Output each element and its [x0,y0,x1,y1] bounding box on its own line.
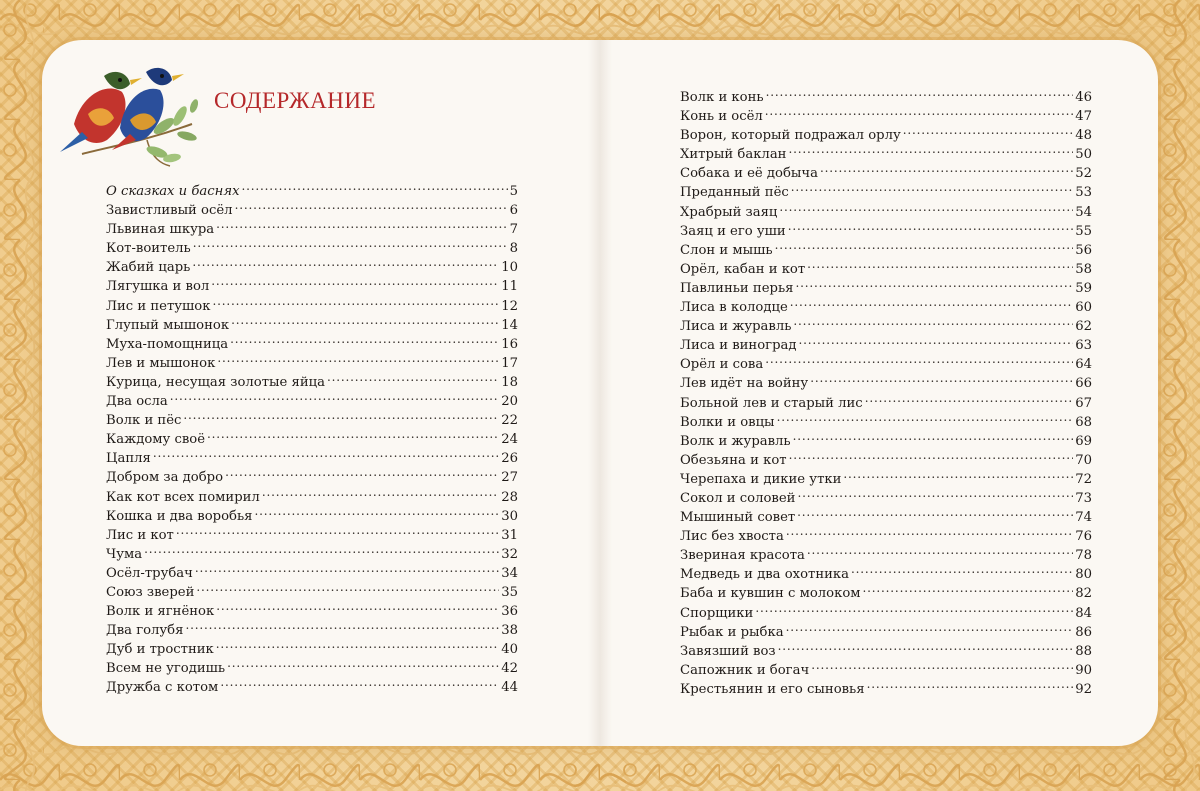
toc-entry-page-number: 86 [1075,624,1092,640]
toc-dot-leader [797,490,1073,502]
toc-entry[interactable] [680,662,1092,681]
toc-entry-page-number: 63 [1075,338,1092,354]
toc-entry[interactable] [106,546,518,565]
toc-entry-title: Цапля [106,451,151,467]
toc-dot-leader [811,662,1073,674]
toc-entry-page-number: 32 [501,546,518,562]
toc-entry-page-number: 35 [501,584,518,600]
toc-entry-page-number: 26 [501,451,518,467]
toc-entry-page-number: 84 [1075,605,1092,621]
toc-entry[interactable] [680,242,1092,261]
toc-entry-page-number: 53 [1075,185,1092,201]
toc-entry-page-number: 10 [501,260,518,276]
toc-entry-title: Орёл и сова [680,357,764,373]
toc-entry-page-number: 48 [1075,128,1092,144]
toc-entry[interactable] [106,603,518,622]
toc-entry-title: Конь и осёл [680,109,763,125]
toc-entry-page-number: 31 [501,527,518,543]
toc-entry-page-number: 40 [501,642,518,658]
toc-entry-title: Черепаха и дикие утки [680,471,842,487]
toc-entry-title: Спорщики [680,605,754,621]
toc-dot-leader [153,450,499,462]
toc-entry[interactable] [680,509,1092,528]
toc-entry-page-number: 78 [1075,548,1092,564]
toc-entry-title: Крестьянин и его сыновья [680,681,865,697]
toc-entry[interactable] [106,431,518,450]
toc-entry[interactable] [106,508,518,527]
toc-dot-leader [797,509,1073,521]
toc-entry[interactable] [106,298,518,317]
toc-entry-page-number: 69 [1075,433,1092,449]
toc-entry-page-number: 58 [1075,261,1092,277]
toc-entry[interactable] [106,393,518,412]
toc-entry[interactable] [680,337,1092,356]
toc-entry-title: Слон и мышь [680,242,773,258]
toc-entry-page-number: 50 [1075,147,1092,163]
toc-entry-title: Завязший воз [680,643,776,659]
toc-entry[interactable] [680,108,1092,127]
toc-entry[interactable] [680,204,1092,223]
toc-entry-page-number: 34 [501,565,518,581]
toc-entry[interactable] [680,605,1092,624]
toc-dot-leader [765,356,1073,368]
toc-dot-leader [903,127,1073,139]
toc-entry[interactable] [680,223,1092,242]
toc-entry[interactable] [680,280,1092,299]
toc-dot-leader [778,643,1074,655]
toc-entry[interactable] [680,471,1092,490]
toc-entry-title: Баба и кувшин с молоком [680,586,861,602]
toc-entry-title: Жабий царь [106,260,191,276]
toc-entry-title: Курица, несущая золотые яйца [106,374,325,390]
toc-entry-title: Волк и журавль [680,433,791,449]
toc-entry-page-number: 22 [501,413,518,429]
toc-entry[interactable] [680,585,1092,604]
toc-entry-title: Волки и овцы [680,414,775,430]
toc-dot-leader [225,469,499,481]
toc-entry-page-number: 70 [1075,452,1092,468]
toc-entry[interactable] [106,336,518,355]
toc-entry-title: Два осла [106,394,168,410]
toc-dot-leader [766,89,1074,101]
toc-entry-page-number: 30 [501,508,518,524]
toc-entry-title: Хитрый баклан [680,147,787,163]
toc-entry-title: Кошка и два воробья [106,508,253,524]
toc-entry-title: Каждому своё [106,432,206,448]
toc-entry[interactable] [106,278,518,297]
toc-entry-page-number: 14 [501,317,518,333]
toc-entry[interactable] [680,165,1092,184]
toc-entry-title: Глупый мышонок [106,317,230,333]
toc-entry-page-number: 28 [501,489,518,505]
toc-entry-page-number: 8 [509,241,518,257]
toc-entry[interactable] [106,584,518,603]
toc-entry-title: Павлиньи перья [680,280,794,296]
toc-entry[interactable] [106,221,518,240]
toc-dot-leader [193,240,508,252]
toc-entry-title: Кот-воитель [106,241,191,257]
toc-entry[interactable] [680,566,1092,585]
toc-entry-title: Медведь и два охотника [680,567,850,583]
toc-entry-page-number: 66 [1075,376,1092,392]
toc-dot-leader [185,622,499,634]
toc-entry-page-number: 46 [1075,90,1092,105]
toc-dot-leader [775,242,1074,254]
toc-entry[interactable] [680,624,1092,643]
toc-entry[interactable] [106,622,518,641]
toc-dot-leader [867,681,1074,693]
toc-dot-leader [220,679,499,691]
toc-entry[interactable] [106,450,518,469]
toc-entry[interactable] [106,469,518,488]
toc-entry[interactable] [680,146,1092,165]
toc-entry-title: Муха-помощница [106,336,229,352]
toc-entry-title: Волк и конь [680,90,764,105]
toc-entry-page-number: 42 [501,661,518,677]
toc-entry-title: Собака и её добыча [680,166,818,182]
toc-entry-page-number: 80 [1075,567,1092,583]
toc-dot-leader [230,336,499,348]
toc-dot-leader [170,393,499,405]
toc-entry[interactable] [106,660,518,679]
toc-entry-title: Лиса в колодце [680,300,788,316]
toc-dot-leader [216,641,499,653]
toc-entry-title: Дружба с котом [106,680,219,696]
toc-entry[interactable] [106,527,518,546]
toc-entry-page-number: 74 [1075,510,1092,526]
toc-entry-title: Заяц и его уши [680,223,786,239]
toc-entry-title: Лев идёт на войну [680,376,809,392]
toc-entry-title: Ворон, который подражал орлу [680,128,901,144]
toc-entry[interactable] [680,89,1092,108]
toc-dot-leader [192,259,499,271]
toc-dot-leader [227,660,499,672]
toc-entry-title: Волк и пёс [106,413,182,429]
toc-entry-title: Союз зверей [106,584,195,600]
toc-entry[interactable] [106,317,518,336]
toc-dot-leader [843,471,1073,483]
toc-dot-leader [807,261,1073,273]
toc-entry-page-number: 11 [501,279,518,295]
toc-dot-leader [216,603,499,615]
toc-entry-page-number: 72 [1075,471,1092,487]
toc-dot-leader [777,414,1074,426]
toc-dot-leader [195,565,499,577]
toc-entry-page-number: 7 [509,222,518,238]
toc-right-column [680,89,1092,700]
toc-entry[interactable] [680,452,1092,471]
toc-entry[interactable] [106,679,518,698]
toc-dot-leader [788,146,1073,158]
toc-dot-leader [216,221,507,233]
toc-entry[interactable] [106,355,518,374]
page-title: содержание [214,80,377,116]
toc-entry[interactable] [106,565,518,584]
toc-entry-page-number: 12 [501,298,518,314]
toc-entry-title: Сокол и соловей [680,490,796,506]
toc-entry-page-number: 5 [509,184,518,199]
toc-entry-page-number: 60 [1075,300,1092,316]
toc-entry[interactable] [680,127,1092,146]
toc-entry-page-number: 38 [501,623,518,639]
toc-entry[interactable] [680,356,1092,375]
toc-entry-title: Волк и ягнёнок [106,604,215,620]
toc-dot-leader [793,433,1074,445]
toc-dot-leader [212,298,499,310]
toc-entry-page-number: 17 [501,355,518,371]
toc-dot-leader [183,412,499,424]
toc-entry-page-number: 73 [1075,490,1092,506]
toc-entry-title: Лис и петушок [106,298,211,314]
toc-entry[interactable] [680,490,1092,509]
toc-entry-title: Два голубя [106,623,184,639]
toc-dot-leader [786,528,1073,540]
toc-entry-title: Рыбак и рыбка [680,624,784,640]
toc-entry-page-number: 18 [501,374,518,390]
toc-entry-title: О сказках и баснях [106,184,240,199]
toc-entry[interactable] [680,299,1092,318]
toc-dot-leader [807,547,1073,559]
toc-dot-leader [755,605,1073,617]
toc-dot-leader [791,184,1073,196]
toc-entry-page-number: 27 [501,470,518,486]
toc-entry-title: Преданный пёс [680,185,789,201]
toc-entry-title: Лиса и виноград [680,338,797,354]
toc-entry[interactable] [106,412,518,431]
toc-entry-page-number: 54 [1075,204,1092,220]
toc-dot-leader [262,489,499,501]
toc-entry[interactable] [680,395,1092,414]
toc-entry-title: Больной лев и старый лис [680,395,863,411]
toc-entry[interactable] [680,261,1092,280]
toc-entry-title: Лис и кот [106,527,174,543]
toc-entry-page-number: 76 [1075,529,1092,545]
toc-left-column [106,183,518,699]
toc-entry[interactable] [106,240,518,259]
toc-entry[interactable] [680,681,1092,700]
toc-entry-page-number: 88 [1075,643,1092,659]
toc-dot-leader [851,566,1073,578]
toc-entry[interactable] [680,547,1092,566]
toc-entry-title: Лиса и журавль [680,319,792,335]
toc-entry-title: Добром за добро [106,470,224,486]
toc-entry-page-number: 68 [1075,414,1092,430]
toc-entry-page-number: 92 [1075,681,1092,697]
toc-dot-leader [799,337,1074,349]
toc-entry-title: Храбрый заяц [680,204,778,220]
toc-entry-page-number: 52 [1075,166,1092,182]
toc-dot-leader [793,318,1073,330]
toc-entry-page-number: 20 [501,394,518,410]
toc-entry[interactable] [106,183,518,202]
toc-dot-leader [144,546,499,558]
toc-dot-leader [820,165,1073,177]
toc-dot-leader [254,508,499,520]
toc-dot-leader [235,202,508,214]
toc-entry-page-number: 47 [1075,109,1092,125]
toc-dot-leader [779,204,1073,216]
toc-entry[interactable] [680,375,1092,394]
two-birds-on-branch-icon [52,54,202,172]
toc-dot-leader [790,299,1073,311]
toc-entry-page-number: 56 [1075,242,1092,258]
toc-entry-title: Чума [106,546,143,562]
toc-dot-leader [207,431,499,443]
toc-entry[interactable] [680,643,1092,662]
toc-entry-title: Львиная шкура [106,222,215,238]
toc-dot-leader [795,280,1073,292]
toc-dot-leader [810,375,1073,387]
toc-dot-leader [242,183,508,195]
toc-dot-leader [865,395,1074,407]
toc-entry-title: Всем не угодишь [106,661,226,677]
toc-entry[interactable] [106,489,518,508]
toc-dot-leader [217,355,499,367]
toc-entry-title: Как кот всех помирил [106,489,260,505]
toc-entry[interactable] [106,641,518,660]
toc-entry[interactable] [680,318,1092,337]
toc-entry-title: Лев и мышонок [106,355,216,371]
toc-entry-title: Завистливый осёл [106,203,233,219]
toc-entry-page-number: 6 [509,203,518,219]
book-gutter [588,40,612,746]
toc-entry-title: Осёл-трубач [106,565,193,581]
toc-entry[interactable] [680,414,1092,433]
toc-entry-page-number: 44 [501,680,518,696]
toc-entry-page-number: 82 [1075,586,1092,602]
toc-dot-leader [863,585,1074,597]
toc-dot-leader [789,452,1074,464]
toc-entry-title: Звериная красота [680,548,805,564]
toc-entry-page-number: 64 [1075,357,1092,373]
toc-dot-leader [765,108,1073,120]
toc-dot-leader [786,624,1074,636]
toc-entry-title: Мышиный совет [680,510,796,526]
toc-entry-title: Сапожник и богач [680,662,810,678]
toc-entry[interactable] [106,202,518,221]
toc-entry[interactable] [680,528,1092,547]
toc-entry-page-number: 36 [501,604,518,620]
toc-entry-title: Лис без хвоста [680,529,784,545]
toc-entry[interactable] [106,374,518,393]
toc-dot-leader [788,223,1074,235]
toc-entry-title: Лягушка и вол [106,279,210,295]
toc-entry-page-number: 59 [1075,280,1092,296]
toc-entry-title: Дуб и тростник [106,642,214,658]
toc-dot-leader [211,278,499,290]
toc-entry-page-number: 62 [1075,319,1092,335]
toc-entry-page-number: 67 [1075,395,1092,411]
toc-entry-page-number: 24 [501,432,518,448]
toc-entry-page-number: 90 [1075,662,1092,678]
toc-entry[interactable] [680,184,1092,203]
toc-dot-leader [231,317,499,329]
toc-dot-leader [176,527,499,539]
toc-dot-leader [327,374,499,386]
toc-dot-leader [196,584,499,596]
toc-entry-title: Обезьяна и кот [680,452,787,468]
toc-entry-page-number: 55 [1075,223,1092,239]
toc-entry-title: Орёл, кабан и кот [680,261,806,277]
toc-entry-page-number: 16 [501,336,518,352]
toc-entry[interactable] [106,259,518,278]
toc-entry[interactable] [680,433,1092,452]
